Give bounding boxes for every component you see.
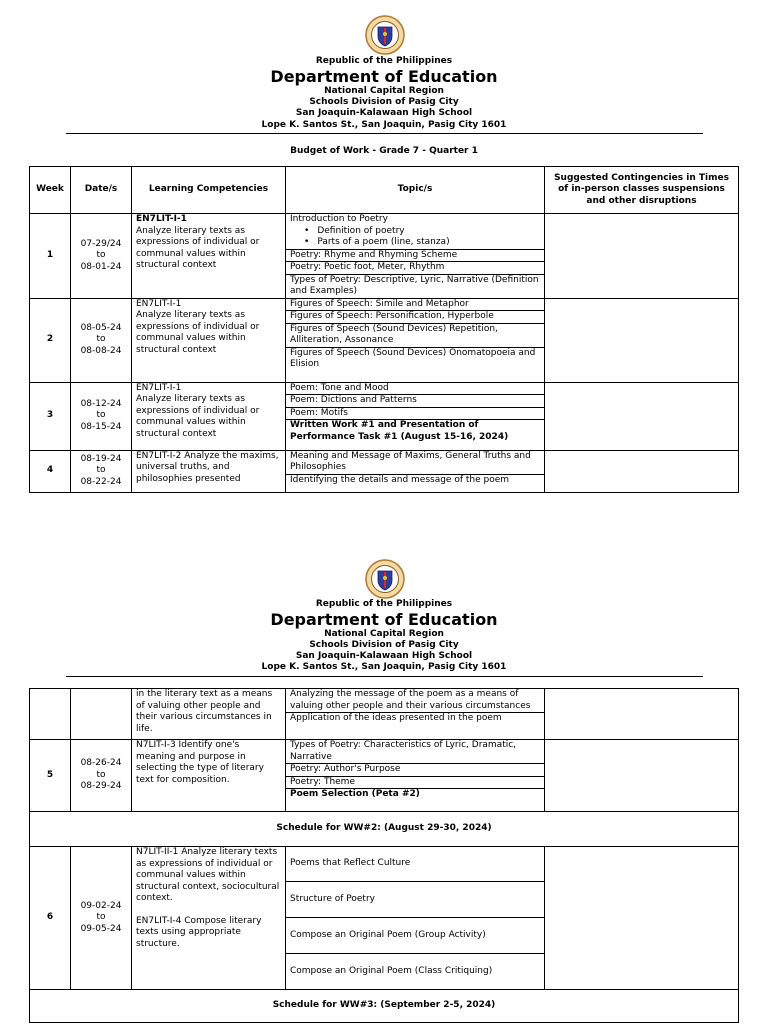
topic-item bbox=[286, 214, 544, 250]
topic-label: Introduction to Poetry bbox=[290, 214, 388, 224]
week-number: 1 bbox=[30, 214, 71, 299]
date-to: 08-01-24 bbox=[80, 261, 122, 272]
competency-text: EN7LIT-I-4 Compose literary texts using appropriate structure. bbox=[136, 915, 262, 949]
topics-cell bbox=[286, 450, 545, 492]
topic-item: Figures of Speech (Sound Devices) Repetition, Alliteration, Assonance bbox=[286, 324, 544, 348]
topic-item: Figures of Speech: Personification, Hyperbole bbox=[286, 311, 544, 324]
contingency-cell bbox=[545, 214, 739, 299]
date-to-word: to bbox=[96, 465, 106, 476]
date-to-word: to bbox=[96, 410, 106, 421]
topic-item: Poem: Tone and Mood bbox=[286, 383, 544, 396]
date-from: 08-12-24 bbox=[80, 398, 122, 409]
topics-cell bbox=[286, 382, 545, 450]
subtopic-label: Definition of poetry bbox=[317, 225, 405, 236]
competency-cell bbox=[132, 450, 286, 492]
header-school: San Joaquin-Kalawaan High School bbox=[295, 651, 473, 661]
topic-item: Types of Poetry: Characteristics of Lyric, Dramatic, Narrative bbox=[286, 740, 544, 764]
topic-item: Poetry: Poetic foot, Meter, Rhythm bbox=[286, 262, 544, 275]
week-number: 5 bbox=[30, 740, 71, 812]
topic-item: Poetry: Theme bbox=[286, 777, 544, 790]
competency-cell bbox=[132, 298, 286, 382]
header-divider bbox=[66, 676, 703, 677]
header-republic: Republic of the Philippines bbox=[315, 599, 453, 609]
topic-item: Poetry: Author's Purpose bbox=[286, 764, 544, 777]
competency-code: EN7LIT-I-1 bbox=[136, 298, 182, 309]
competency-text: Analyze literary texts as expressions of individual or communal values within structural context bbox=[136, 394, 260, 439]
topic-label: Compose an Original Poem (Group Activity) bbox=[290, 929, 486, 940]
header-divider bbox=[66, 133, 703, 134]
header-competencies: Learning Competencies bbox=[132, 167, 286, 214]
schedule-row bbox=[30, 812, 739, 847]
topic-label: Poems that Reflect Culture bbox=[290, 858, 411, 869]
date-from: 07-29/24 bbox=[80, 238, 122, 249]
deped-seal-icon bbox=[365, 559, 405, 599]
header-address: Lope K. Santos St., San Joaquin, Pasig City 1601 bbox=[261, 120, 507, 130]
schedule-row bbox=[30, 990, 739, 1023]
week-number: 6 bbox=[30, 847, 71, 990]
week-number bbox=[30, 689, 71, 740]
date-range bbox=[71, 214, 132, 299]
topic-item: Figures of Speech: Simile and Metaphor bbox=[286, 299, 544, 312]
topic-item: Figures of Speech (Sound Devices) Onomatopoeia and Elision bbox=[290, 347, 536, 369]
table-row bbox=[30, 382, 739, 450]
subtopic-item bbox=[304, 226, 540, 238]
topics-cell bbox=[286, 847, 545, 990]
topic-item: Poem Selection (Peta #2) bbox=[290, 789, 420, 799]
topic-item: Written Work #1 and Presentation of Performance Task #1 (August 15-16, 2024) bbox=[290, 420, 509, 442]
date-to-word: to bbox=[96, 250, 106, 260]
competency-text: Analyze literary texts as expressions of individual or communal values within structural context bbox=[136, 225, 260, 270]
topics-cell bbox=[286, 298, 545, 382]
competency-text: in the literary text as a means of valuing other people and their various circumstances in life. bbox=[136, 689, 273, 734]
topic-item: Types of Poetry: Descriptive, Lyric, Narrative (Definition and Examples) bbox=[290, 274, 539, 296]
contingency-cell bbox=[545, 847, 739, 990]
subtopic-item bbox=[304, 237, 540, 249]
table-row bbox=[30, 847, 739, 990]
table-row bbox=[30, 450, 739, 492]
competency-cell bbox=[132, 740, 286, 812]
competency-code: EN7LIT-I-1 bbox=[136, 382, 182, 393]
contingency-cell bbox=[545, 740, 739, 812]
contingency-cell bbox=[545, 298, 739, 382]
header-department: Department of Education bbox=[270, 67, 498, 86]
topic-item bbox=[286, 954, 544, 989]
contingency-cell bbox=[545, 382, 739, 450]
topic-item: Identifying the details and message of the poem bbox=[290, 474, 510, 485]
date-to: 08-15-24 bbox=[80, 421, 122, 432]
date-range bbox=[71, 740, 132, 812]
contingency-cell bbox=[545, 689, 739, 740]
date-to: 08-22-24 bbox=[80, 476, 122, 487]
table-header-row bbox=[30, 167, 739, 214]
competency-text: Analyze literary texts as expressions of individual or communal values within structural context bbox=[136, 310, 260, 355]
date-range bbox=[71, 689, 132, 740]
competency-text: EN7LIT-I-2 Analyze the maxims, universal truths, and philosophies presented bbox=[136, 450, 279, 484]
topic-item: Meaning and Message of Maxims, General Truths and Philosophies bbox=[286, 451, 544, 475]
topic-item: Application of the ideas presented in the poem bbox=[290, 713, 502, 723]
date-from: 08-26-24 bbox=[80, 758, 122, 769]
week-number: 4 bbox=[30, 450, 71, 492]
schedule-ww2: Schedule for WW#2: (August 29-30, 2024) bbox=[30, 812, 739, 847]
contingency-cell bbox=[545, 450, 739, 492]
date-from: 09-02-24 bbox=[80, 900, 122, 911]
header-address: Lope K. Santos St., San Joaquin, Pasig City 1601 bbox=[261, 662, 507, 672]
topic-item: Poetry: Rhyme and Rhyming Scheme bbox=[286, 250, 544, 263]
schedule-ww3: Schedule for WW#3: (September 2-5, 2024) bbox=[30, 990, 739, 1023]
document-title: Budget of Work - Grade 7 - Quarter 1 bbox=[290, 146, 478, 156]
date-range bbox=[71, 450, 132, 492]
date-range bbox=[71, 382, 132, 450]
header-republic: Republic of the Philippines bbox=[315, 56, 453, 66]
topics-cell bbox=[286, 214, 545, 299]
topic-label: Compose an Original Poem (Class Critiquing) bbox=[290, 965, 493, 976]
topic-item: Poem: Motifs bbox=[286, 408, 544, 421]
competency-cell bbox=[132, 847, 286, 990]
competency-code: EN7LIT-I-1 bbox=[136, 214, 187, 224]
header-division: Schools Division of Pasig City bbox=[309, 640, 459, 650]
competency-text: N7LIT-II-1 Analyze literary texts as expressions of individual or communal values within structural context, sociocultural context. bbox=[136, 847, 280, 903]
header-dates: Date/s bbox=[71, 167, 132, 214]
subtopic-list bbox=[290, 226, 540, 249]
topics-cell bbox=[286, 689, 545, 740]
table-row bbox=[30, 740, 739, 812]
date-to-word: to bbox=[96, 334, 106, 345]
date-range bbox=[71, 298, 132, 382]
topic-item bbox=[286, 882, 544, 918]
deped-seal-icon bbox=[365, 15, 405, 55]
date-from: 08-19-24 bbox=[80, 453, 122, 464]
date-range bbox=[71, 847, 132, 990]
header-region: National Capital Region bbox=[324, 629, 444, 639]
date-to: 08-08-24 bbox=[80, 345, 122, 356]
week-number: 2 bbox=[30, 298, 71, 382]
competency-cell bbox=[132, 689, 286, 740]
competency-cell bbox=[132, 214, 286, 299]
budget-of-work-table bbox=[29, 166, 739, 493]
budget-of-work-table-continued bbox=[29, 688, 739, 1023]
competency-cell bbox=[132, 382, 286, 450]
topic-item: Poem: Dictions and Patterns bbox=[286, 395, 544, 408]
topics-cell bbox=[286, 740, 545, 812]
header-topics: Topic/s bbox=[286, 167, 545, 214]
week-number: 3 bbox=[30, 382, 71, 450]
header-department: Department of Education bbox=[270, 610, 498, 629]
date-to: 08-29-24 bbox=[80, 781, 122, 792]
header-contingencies: Suggested Contingencies in Times of in-person classes suspensions and other disruptions bbox=[545, 167, 739, 214]
topic-item bbox=[286, 847, 544, 882]
date-from: 08-05-24 bbox=[80, 322, 122, 333]
header-region: National Capital Region bbox=[324, 86, 444, 96]
topic-item bbox=[286, 918, 544, 954]
subtopic-label: Parts of a poem (line, stanza) bbox=[317, 237, 450, 247]
date-to: 09-05-24 bbox=[80, 923, 122, 934]
table-row bbox=[30, 214, 739, 299]
table-row bbox=[30, 298, 739, 382]
topic-item: Analyzing the message of the poem as a means of valuing other people and their various circumstances bbox=[286, 689, 544, 713]
topic-label: Structure of Poetry bbox=[290, 893, 375, 904]
date-to-word: to bbox=[96, 769, 106, 780]
header-week: Week bbox=[30, 167, 71, 214]
header-school: San Joaquin-Kalawaan High School bbox=[295, 108, 473, 118]
date-to-word: to bbox=[96, 912, 106, 923]
header-division: Schools Division of Pasig City bbox=[309, 97, 459, 107]
table-row bbox=[30, 689, 739, 740]
competency-text: N7LIT-I-3 Identify one's meaning and purpose in selecting the type of literary text for composition. bbox=[136, 740, 264, 785]
